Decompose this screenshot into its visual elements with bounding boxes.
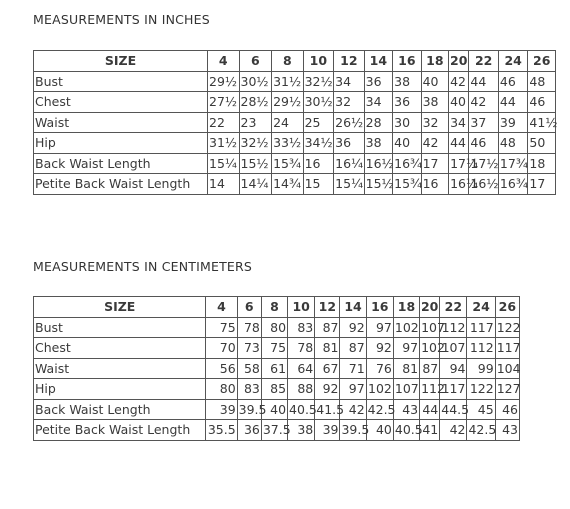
- measurement-value: 38: [364, 133, 392, 154]
- measurement-value: 71: [340, 358, 366, 379]
- size-column-header: 18: [393, 297, 419, 318]
- measurement-value: 44: [420, 399, 440, 420]
- measurement-label: Waist: [34, 358, 206, 379]
- measurement-value: 112: [440, 317, 467, 338]
- measurement-label: Bust: [34, 71, 208, 92]
- measurement-value: 27½: [208, 92, 240, 113]
- measurement-value: 44: [498, 92, 528, 113]
- measurement-value: 36: [364, 71, 392, 92]
- size-column-header: 10: [303, 51, 334, 72]
- size-column-header: 12: [334, 51, 365, 72]
- measurement-value: 70: [206, 338, 237, 359]
- measurement-label: Petite Back Waist Length: [34, 174, 208, 195]
- measurement-value: 61: [261, 358, 287, 379]
- measurement-value: 46: [498, 71, 528, 92]
- measurement-value: 40: [393, 133, 421, 154]
- measurement-value: 48: [498, 133, 528, 154]
- measurement-value: 42.5: [366, 399, 393, 420]
- centimeters-header-row: [34, 297, 520, 318]
- table-row: [34, 338, 520, 359]
- measurement-value: 76: [366, 358, 393, 379]
- measurement-value: 83: [237, 379, 261, 400]
- measurement-value: 127: [495, 379, 519, 400]
- size-column-header: 14: [340, 297, 366, 318]
- measurement-value: 112: [420, 379, 440, 400]
- measurement-value: 16½: [364, 153, 392, 174]
- measurement-value: 30: [393, 112, 421, 133]
- measurement-value: 67: [315, 358, 340, 379]
- measurement-value: 39: [498, 112, 528, 133]
- measurement-value: 38: [288, 420, 315, 441]
- size-column-header: 24: [498, 51, 528, 72]
- measurement-value: 117: [495, 338, 519, 359]
- measurement-value: 36: [237, 420, 261, 441]
- measurement-value: 34: [334, 71, 365, 92]
- measurement-label: Petite Back Waist Length: [34, 420, 206, 441]
- measurement-value: 92: [366, 338, 393, 359]
- measurement-value: 58: [237, 358, 261, 379]
- measurement-value: 117: [467, 317, 495, 338]
- measurement-label: Hip: [34, 379, 206, 400]
- size-column-header: 22: [440, 297, 467, 318]
- measurement-value: 42: [340, 399, 366, 420]
- measurement-value: 34: [364, 92, 392, 113]
- table-row: [34, 420, 520, 441]
- measurement-value: 44: [469, 71, 499, 92]
- measurement-value: 23: [239, 112, 272, 133]
- measurement-value: 42: [449, 71, 469, 92]
- table-row: [34, 133, 556, 154]
- centimeters-heading: MEASUREMENTS IN CENTIMETERS: [33, 259, 253, 274]
- measurement-value: 14¼: [239, 174, 272, 195]
- measurement-value: 17½: [469, 153, 499, 174]
- size-column-header: 4: [208, 51, 240, 72]
- measurement-value: 78: [288, 338, 315, 359]
- size-column-header: 12: [315, 297, 340, 318]
- measurement-value: 25: [303, 112, 334, 133]
- measurement-value: 42: [440, 420, 467, 441]
- measurement-value: 45: [467, 399, 495, 420]
- measurement-value: 29½: [272, 92, 304, 113]
- measurement-value: 15½: [364, 174, 392, 195]
- measurement-value: 97: [340, 379, 366, 400]
- measurement-value: 15: [303, 174, 334, 195]
- measurement-value: 94: [440, 358, 467, 379]
- measurement-value: 107: [440, 338, 467, 359]
- measurement-value: 41.5: [315, 399, 340, 420]
- measurement-value: 83: [288, 317, 315, 338]
- size-column-header: 8: [261, 297, 287, 318]
- measurement-value: 32: [334, 92, 365, 113]
- measurement-value: 32½: [303, 71, 334, 92]
- measurement-value: 31½: [208, 133, 240, 154]
- measurement-value: 41½: [528, 112, 556, 133]
- measurement-value: 40: [366, 420, 393, 441]
- measurement-value: 37.5: [261, 420, 287, 441]
- measurement-value: 43: [495, 420, 519, 441]
- size-column-header: 26: [495, 297, 519, 318]
- size-column-header: 24: [467, 297, 495, 318]
- inches-header-row: [34, 51, 556, 72]
- measurement-value: 43: [393, 399, 419, 420]
- measurement-value: 16½: [469, 174, 499, 195]
- measurement-value: 32: [421, 112, 448, 133]
- measurement-value: 88: [288, 379, 315, 400]
- measurement-value: 40.5: [393, 420, 419, 441]
- measurement-value: 33½: [272, 133, 304, 154]
- centimeters-body: [34, 317, 520, 440]
- size-column-header: 6: [237, 297, 261, 318]
- measurement-value: 80: [261, 317, 287, 338]
- size-column-header: 20: [449, 51, 469, 72]
- measurement-value: 42: [421, 133, 448, 154]
- measurement-value: 99: [467, 358, 495, 379]
- measurement-value: 104: [495, 358, 519, 379]
- size-column-header: 20: [420, 297, 440, 318]
- measurement-value: 31½: [272, 71, 304, 92]
- measurement-value: 44: [449, 133, 469, 154]
- measurement-value: 29½: [208, 71, 240, 92]
- size-header: SIZE: [34, 51, 208, 72]
- table-row: [34, 112, 556, 133]
- centimeters-size-table: [33, 296, 520, 441]
- measurement-value: 97: [393, 338, 419, 359]
- measurement-value: 14: [208, 174, 240, 195]
- measurement-value: 28½: [239, 92, 272, 113]
- measurement-label: Back Waist Length: [34, 153, 208, 174]
- measurement-value: 46: [495, 399, 519, 420]
- measurement-value: 85: [261, 379, 287, 400]
- measurement-value: 28: [364, 112, 392, 133]
- measurement-value: 78: [237, 317, 261, 338]
- table-row: [34, 399, 520, 420]
- measurement-value: 26½: [334, 112, 365, 133]
- measurement-value: 50: [528, 133, 556, 154]
- measurement-value: 44.5: [440, 399, 467, 420]
- measurement-value: 81: [393, 358, 419, 379]
- measurement-value: 16¾: [393, 153, 421, 174]
- measurement-value: 15½: [239, 153, 272, 174]
- measurement-label: Waist: [34, 112, 208, 133]
- measurement-label: Chest: [34, 92, 208, 113]
- measurement-value: 75: [206, 317, 237, 338]
- measurement-value: 87: [315, 317, 340, 338]
- measurement-value: 16¾: [498, 174, 528, 195]
- measurement-value: 46: [469, 133, 499, 154]
- size-column-header: 4: [206, 297, 237, 318]
- size-column-header: 10: [288, 297, 315, 318]
- size-column-header: 16: [366, 297, 393, 318]
- measurement-value: 46: [528, 92, 556, 113]
- measurement-label: Bust: [34, 317, 206, 338]
- measurement-value: 80: [206, 379, 237, 400]
- size-column-header: 6: [239, 51, 272, 72]
- measurement-value: 122: [495, 317, 519, 338]
- measurement-value: 39.5: [340, 420, 366, 441]
- measurement-value: 16: [421, 174, 448, 195]
- inches-size-table: [33, 50, 556, 195]
- measurement-value: 37: [469, 112, 499, 133]
- size-column-header: 22: [469, 51, 499, 72]
- measurement-value: 38: [421, 92, 448, 113]
- size-column-header: 18: [421, 51, 448, 72]
- measurement-value: 39.5: [237, 399, 261, 420]
- measurement-value: 17¼: [449, 153, 469, 174]
- measurement-value: 64: [288, 358, 315, 379]
- measurement-value: 87: [340, 338, 366, 359]
- measurement-value: 40.5: [288, 399, 315, 420]
- measurement-value: 16: [303, 153, 334, 174]
- measurement-label: Hip: [34, 133, 208, 154]
- measurement-value: 112: [467, 338, 495, 359]
- measurement-value: 35.5: [206, 420, 237, 441]
- measurement-value: 117: [440, 379, 467, 400]
- measurement-value: 42.5: [467, 420, 495, 441]
- inches-body: [34, 71, 556, 194]
- measurement-value: 17¾: [498, 153, 528, 174]
- measurement-value: 40: [449, 92, 469, 113]
- table-row: [34, 92, 556, 113]
- measurement-value: 16¼: [449, 174, 469, 195]
- measurement-value: 40: [261, 399, 287, 420]
- measurement-value: 102: [393, 317, 419, 338]
- inches-heading: MEASUREMENTS IN INCHES: [33, 12, 210, 27]
- size-column-header: 14: [364, 51, 392, 72]
- measurement-value: 15¾: [272, 153, 304, 174]
- size-header: SIZE: [34, 297, 206, 318]
- measurement-value: 92: [340, 317, 366, 338]
- measurement-value: 39: [315, 420, 340, 441]
- measurement-value: 87: [420, 358, 440, 379]
- measurement-label: Back Waist Length: [34, 399, 206, 420]
- table-row: [34, 317, 520, 338]
- measurement-value: 40: [421, 71, 448, 92]
- measurement-value: 18: [528, 153, 556, 174]
- measurement-value: 73: [237, 338, 261, 359]
- measurement-value: 15¼: [334, 174, 365, 195]
- measurement-value: 102: [420, 338, 440, 359]
- measurement-value: 30½: [239, 71, 272, 92]
- table-row: [34, 358, 520, 379]
- measurement-value: 17: [421, 153, 448, 174]
- measurement-value: 92: [315, 379, 340, 400]
- measurement-value: 39: [206, 399, 237, 420]
- table-row: [34, 153, 556, 174]
- measurement-value: 48: [528, 71, 556, 92]
- measurement-value: 81: [315, 338, 340, 359]
- measurement-value: 42: [469, 92, 499, 113]
- measurement-value: 34½: [303, 133, 334, 154]
- measurement-value: 97: [366, 317, 393, 338]
- measurement-value: 22: [208, 112, 240, 133]
- measurement-value: 107: [393, 379, 419, 400]
- measurement-value: 41: [420, 420, 440, 441]
- table-row: [34, 379, 520, 400]
- size-column-header: 8: [272, 51, 304, 72]
- size-column-header: 26: [528, 51, 556, 72]
- measurement-value: 107: [420, 317, 440, 338]
- size-column-header: 16: [393, 51, 421, 72]
- measurement-value: 15¾: [393, 174, 421, 195]
- measurement-label: Chest: [34, 338, 206, 359]
- measurement-value: 38: [393, 71, 421, 92]
- measurement-value: 17: [528, 174, 556, 195]
- measurement-value: 34: [449, 112, 469, 133]
- measurement-value: 30½: [303, 92, 334, 113]
- measurement-value: 36: [393, 92, 421, 113]
- table-row: [34, 174, 556, 195]
- measurement-value: 32½: [239, 133, 272, 154]
- table-row: [34, 71, 556, 92]
- measurement-value: 102: [366, 379, 393, 400]
- measurement-value: 16¼: [334, 153, 365, 174]
- measurement-value: 24: [272, 112, 304, 133]
- measurement-value: 122: [467, 379, 495, 400]
- measurement-value: 75: [261, 338, 287, 359]
- measurement-value: 36: [334, 133, 365, 154]
- measurement-value: 14¾: [272, 174, 304, 195]
- measurement-value: 15¼: [208, 153, 240, 174]
- measurement-value: 56: [206, 358, 237, 379]
